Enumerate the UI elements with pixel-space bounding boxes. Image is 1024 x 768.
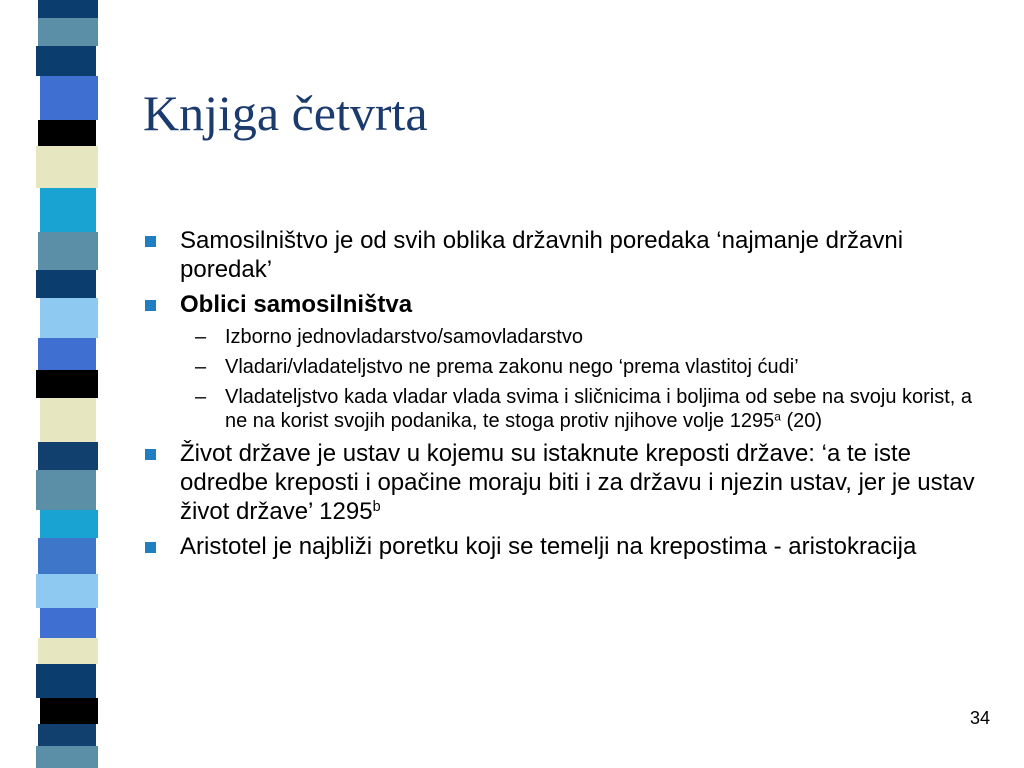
stripe-block (36, 574, 98, 608)
sub-bullet-item (143, 325, 993, 349)
stripe-block (38, 724, 96, 746)
stripe-block (38, 120, 96, 146)
slide-title: Knjiga četvrta (143, 85, 428, 141)
sub-bullet-item (143, 385, 993, 433)
superscript: a (774, 409, 781, 424)
stripe-block (36, 470, 96, 510)
stripe-block (40, 698, 98, 724)
bullet-item (143, 226, 993, 284)
stripe-block (38, 442, 98, 470)
stripe-block (40, 608, 96, 638)
stripe-block (38, 538, 96, 574)
square-bullet-icon (145, 236, 156, 247)
bullet-text: Aristotel je najbliži poretku koji se temelji na krepostima - aristokracija (180, 533, 917, 560)
stripe-block (40, 188, 96, 232)
stripe-block (40, 298, 98, 338)
stripe-block (38, 0, 98, 18)
dash-bullet-icon: – (195, 386, 207, 408)
square-bullet-icon (145, 300, 156, 311)
stripe-block (36, 370, 98, 398)
bullet-text: Oblici samosilništva (180, 291, 413, 318)
sub-bullet-text-suffix: (20) (780, 410, 823, 432)
stripe-block (36, 746, 98, 768)
decorative-stripe (0, 0, 120, 768)
sub-bullet-text: Vladari/vladateljstvo ne prema zakonu nego ‘prema vlastitoj ćudi’ (225, 356, 799, 378)
stripe-block (38, 638, 98, 664)
stripe-block (36, 46, 96, 76)
bullet-text: Samosilništvo je od svih oblika državnih poredaka ‘najmanje državni poredak’ (180, 227, 904, 283)
stripe-block (40, 398, 96, 442)
dash-bullet-icon: – (195, 356, 207, 378)
bullet-item (143, 439, 993, 526)
stripe-block (36, 664, 96, 698)
stripe-margin (0, 0, 36, 768)
bullet-item (143, 532, 993, 561)
sub-bullet-item (143, 355, 993, 379)
stripe-block (38, 18, 98, 46)
square-bullet-icon (145, 449, 156, 460)
stripe-block (38, 338, 96, 370)
slide-content (143, 226, 993, 567)
stripe-block (38, 232, 98, 270)
sub-bullet-text (225, 386, 972, 432)
sub-bullet-text-main: Vladateljstvo kada vladar vlada svima i sličnicima i boljima od sebe na svoju korist, a ne na korist svojih podanika, te stoga protiv njihove volje 1295 (225, 386, 973, 432)
dash-bullet-icon: – (195, 326, 207, 348)
bullet-item (143, 290, 993, 319)
bullet-text (180, 440, 975, 525)
stripe-block (36, 146, 98, 188)
bullet-text-main: Život države je ustav u kojemu su istaknute kreposti države: ‘a te iste odredbe kreposti i opačine moraju biti i za državu i njezin ustav, jer je ustav život države’ 1295 (180, 440, 975, 525)
stripe-block (40, 510, 98, 538)
page-number: 34 (969, 708, 990, 728)
stripe-block (36, 270, 96, 298)
superscript: b (372, 499, 381, 516)
square-bullet-icon (145, 542, 156, 553)
sub-bullet-text: Izborno jednovladarstvo/samovladarstvo (225, 326, 583, 348)
stripe-block (40, 76, 98, 120)
